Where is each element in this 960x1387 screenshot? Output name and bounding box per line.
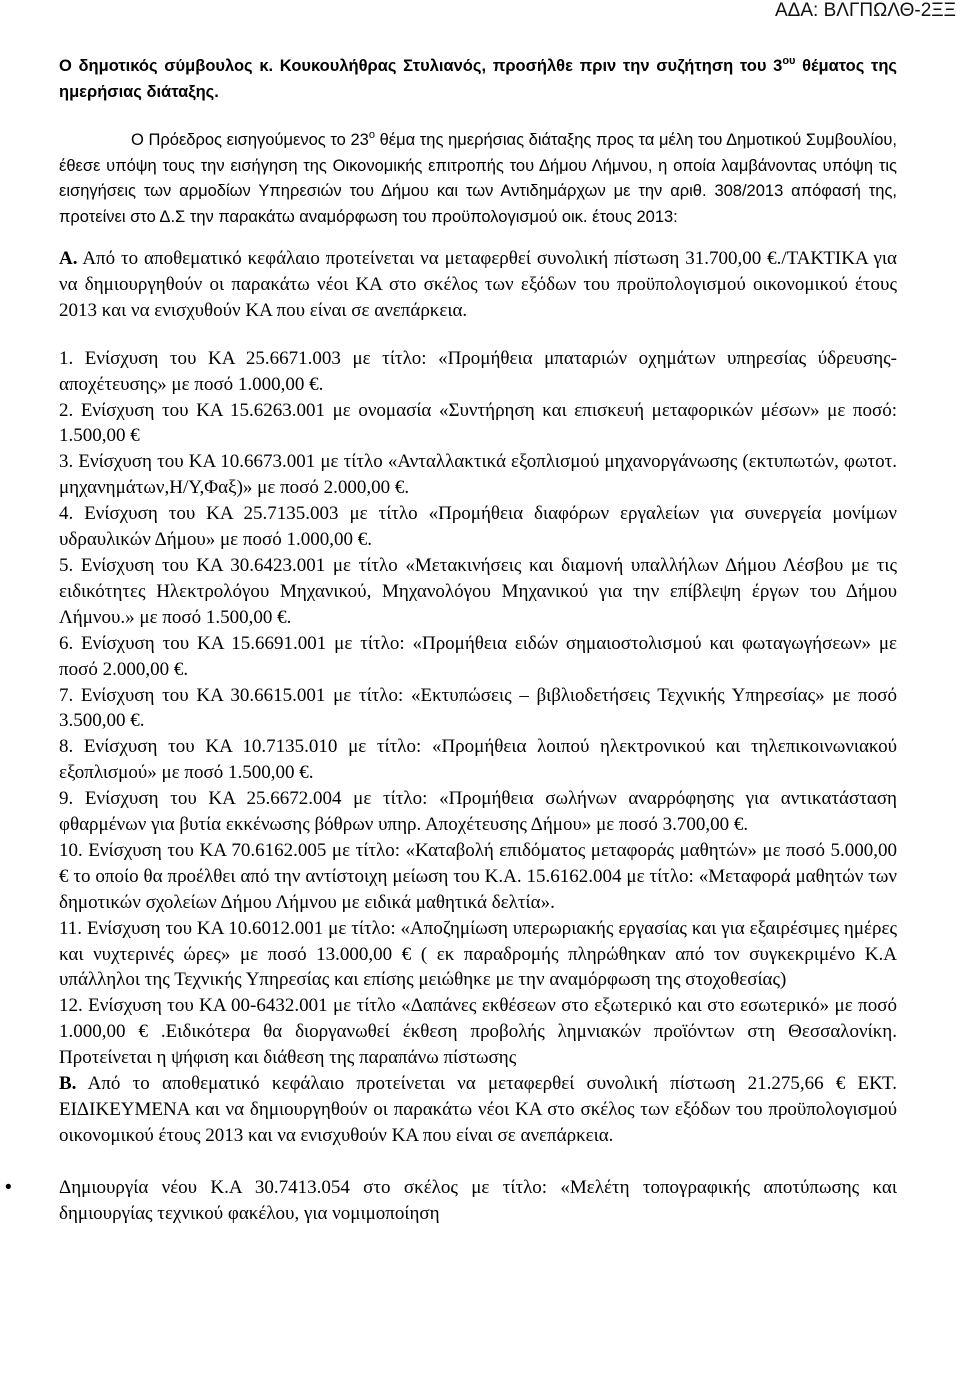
section-a: Α. Από το αποθεματικό κεφάλαιο προτείνεται να μεταφερθεί συνολική πίστωση 31.700,00 €./ΤΑΚΤΙΚΑ για να δημιουργηθούν οι παρακάτω νέοι ΚΑ στο σκέλος των εξόδων του προϋπολογισμού οικονομικού έτους 2013 και να ενισχυθούν ΚΑ που είναι σε ανεπάρκεια.	[59, 248, 897, 321]
list-item: 2. Ενίσχυση του ΚΑ 15.6263.001 με ονομασία «Συντήρηση και επισκευή μεταφορικών μέσων» με ποσό: 1.500,00 €	[59, 399, 897, 447]
list-item: 11. Ενίσχυση του ΚΑ 10.6012.001 με τίτλο: «Αποζημίωση υπερωριακής εργασίας και για εξαιρέσιμες ημέρες και νυχτερινές ώρες» με ποσό 13.000,00 € ( εκ παραδρομής πληρώθηκαν από τον συγκεκριμένο Κ.Α υπάλληλοι της Τεχνικής Υπηρεσίας και επίσης μειώθηκε με την αναμόρφωση της στοχοθεσίας)	[59, 917, 897, 991]
intro-paragraph: Ο δημοτικός σύμβουλος κ. Κουκουλήθρας Στυλιανός, προσήλθε πριν την συζήτηση του $3^{o\upsilon}$ θέματος της ημερήσιας διάταξης.	[59, 55, 897, 101]
list-item: 4. Ενίσχυση του ΚΑ 25.7135.003 με τίτλο «Προμήθεια διαφόρων εργαλείων για συνεργεία μονίμων υδραυλικών Δήμου» με ποσό 1.000,00 €.	[59, 503, 897, 551]
document-body	[5, 54, 897, 1227]
list-item: 12. Ενίσχυση του ΚΑ 00-6432.001 με τίτλο «Δαπάνες εκθέσεων στο εξωτερικό και στο εσωτερικό» με ποσό 1.000,00 € .Ειδικότερα θα διοργανωθεί έκθεση προβολής λημνιακών προϊόντων στη Θεσσαλονίκη. Προτείνεται η ψήφιση και διάθεση της παραπάνω πίστωσης	[59, 995, 897, 1069]
bullet-icon: •	[5, 1176, 12, 1198]
list-item: 6. Ενίσχυση του ΚΑ 15.6691.001 με τίτλο: «Προμήθεια ειδών σημαιοστολισμού και φωταγωγήσεων» με ποσό 2.000,00 €.	[59, 632, 897, 680]
list-item: 8. Ενίσχυση του ΚΑ 10.7135.010 με τίτλο: «Προμήθεια λοιπού ηλεκτρονικού και τηλεπικοινωνιακού εξοπλισμού» με ποσό 1.500,00 €.	[59, 736, 897, 784]
list-item: 5. Ενίσχυση του ΚΑ 30.6423.001 με τίτλο «Μετακινήσεις και διαμονή υπαλλήλων Δήμου Λέσβου με τις ειδικότητες Ηλεκτρολόγου Μηχανικού, Μηχανολόγου Μηχανικού για την επίβλεψη έργων του Δήμου Λήμνου.» με ποσό 1.500,00 €.	[59, 554, 897, 628]
section-b-marker: Β.	[59, 1073, 77, 1095]
ada-code: ΑΔΑ: ΒΛΓΠΩΛΘ-2ΞΞ	[774, 0, 956, 21]
section-b: Β. Από το αποθεματικό κεφάλαιο προτείνεται να μεταφερθεί συνολική πίστωση 21.275,66 € ΕΚΤ. ΕΙΔΙΚΕΥΜΕΝΑ και να δημιουργηθούν οι παρακάτω νέοι ΚΑ στο σκέλος των εξόδων του προϋπολογισμού οικονομικού έτους 2013 και να ενισχυθούν ΚΑ που είναι σε ανεπάρκεια.	[59, 1073, 897, 1146]
list-item: 3. Ενίσχυση του ΚΑ 10.6673.001 με τίτλο «Ανταλλακτικά εξοπλισμού μηχανοργάνωσης (εκτυπωτών, φωτοτ. μηχανημάτων,Η/Υ,Φαξ)» με ποσό 2.000,00 €.	[59, 451, 897, 499]
proposal-paragraph: Ο Πρόεδρος εισηγούμενος το $23^o$ θέμα της ημερήσιας διάταξης προς τα μέλη του Δημοτικού Συμβουλίου, έθεσε υπόψη τους την εισήγηση της Οικονομικής επιτροπής του Δήμου Λήμνου, η οποία λαμβάνοντας υπόψη τις εισηγήσεις των αρμοδίων Υπηρεσιών του Δήμου και των Αντιδημάρχων με την αριθ. 308/2013 απόφασή της, προτείνει στο Δ.Σ την παρακάτω αναμόρφωση του προϋπολογισμού οικ. έτους 2013:	[59, 129, 897, 226]
section-a-marker: Α.	[59, 248, 78, 269]
list-item: 9. Ενίσχυση του ΚΑ 25.6672.004 με τίτλο: «Προμήθεια σωλήνων αναρρόφησης για αντικατάσταση φθαρμένων για βυτία εκκένωσης βόθρων υπηρ. Αποχέτευσης Δήμου» με ποσό 3.700,00 €.	[59, 788, 897, 836]
bullet-item	[5, 1175, 897, 1227]
list-item: 7. Ενίσχυση του ΚΑ 30.6615.001 με τίτλο: «Εκτυπώσεις – βιβλιοδετήσεις Τεχνικής Υπηρεσίας» με ποσό 3.500,00 €.	[59, 684, 897, 732]
bullet-text: Δημιουργία νέου Κ.Α 30.7413.054 στο σκέλος με τίτλο: «Μελέτη τοπογραφικής αποτύπωσης και δημιουργίας τεχνικού φακέλου, για νομιμοποίηση	[59, 1176, 897, 1224]
credit-list	[59, 346, 897, 1071]
list-item: 10. Ενίσχυση του ΚΑ 70.6162.005 με τίτλο: «Καταβολή επιδόματος μεταφοράς μαθητών» με ποσό 5.000,00 € το οποίο θα προέλθει από την αντίστοιχη μείωση του Κ.Α. 15.6162.004 με τίτλο: «Μεταφορά μαθητών των δημοτικών σχολείων Δήμου Λήμνου με ειδικά μαθητικά δελτία».	[59, 839, 897, 913]
list-item: 1. Ενίσχυση του ΚΑ 25.6671.003 με τίτλο: «Προμήθεια μπαταριών οχημάτων υπηρεσίας ύδρευσης-αποχέτευσης» με ποσό 1.000,00 €.	[59, 347, 897, 395]
